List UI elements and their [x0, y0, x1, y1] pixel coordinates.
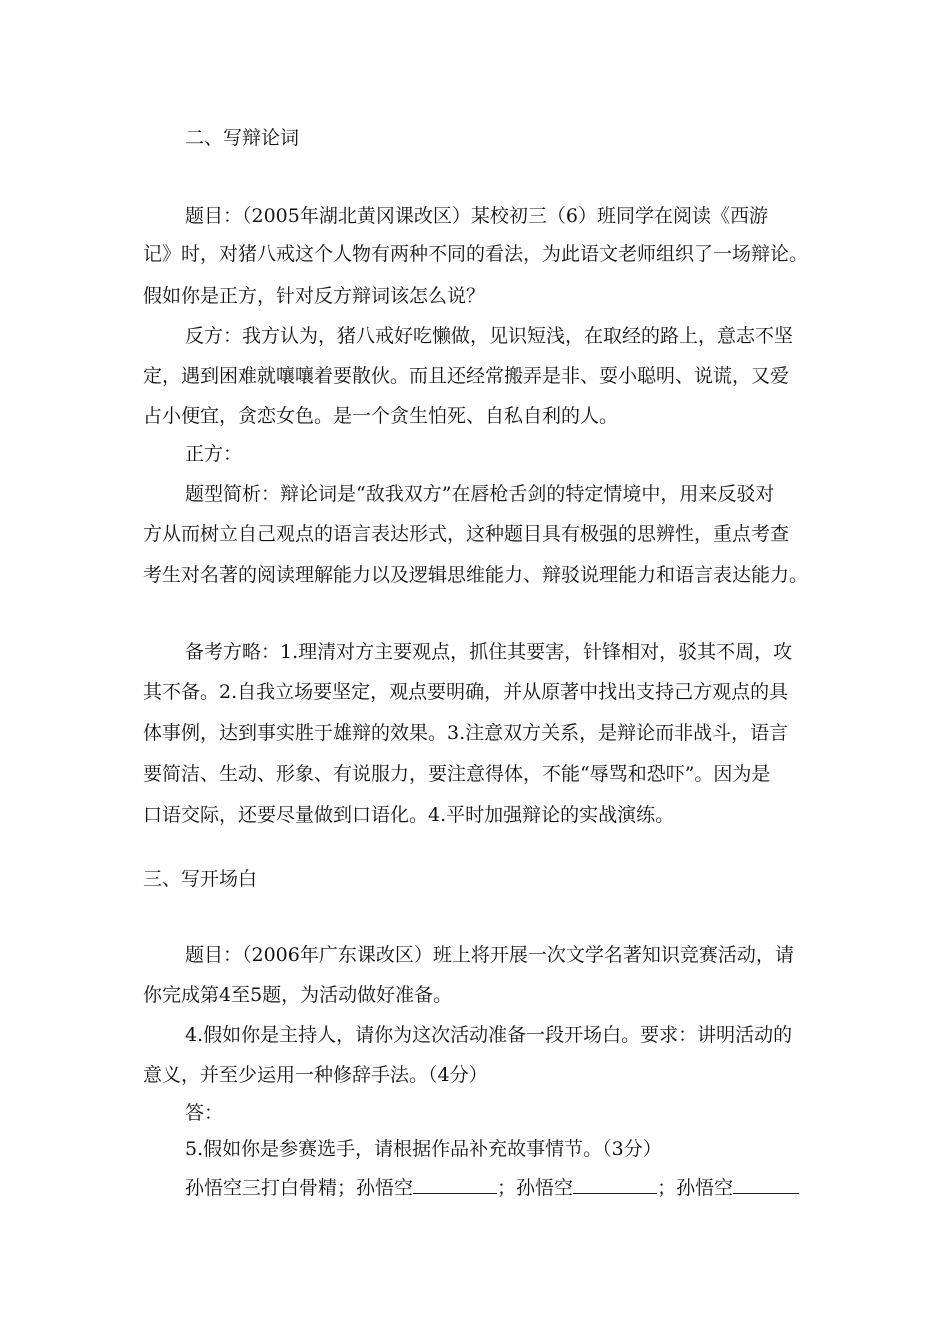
fill-separator-1: ； — [497, 1177, 517, 1199]
fill-given: 孙悟空三打白骨精； — [185, 1177, 357, 1199]
q4-line-2: 意义，并至少运用一种修辞手法。（4分） — [143, 1064, 488, 1086]
answer-label: 答： — [185, 1102, 224, 1124]
question-line-2: 记》时，对猪八戒这个人物有两种不同的看法，为此语文老师组织了一场辩论。 — [143, 243, 809, 265]
question3-line-2: 你完成第4至5题，为活动做好准备。 — [143, 984, 453, 1006]
fill-in-line — [185, 1175, 799, 1201]
fill-prefix-1: 孙悟空 — [356, 1177, 414, 1199]
opposing-line-1: 反方：我方认为，猪八戒好吃懒做，见识短浅，在取经的路上，意志不坚 — [185, 325, 794, 347]
strategy-line-3: 体事例，达到事实胜于雄辩的效果。3.注意双方关系，是辩论而非战斗，语言 — [143, 722, 789, 744]
strategy-line-5: 口语交际，还要尽量做到口语化。4.平时加强辩论的实战演练。 — [143, 804, 675, 826]
affirmative-label: 正方： — [185, 443, 243, 465]
opposing-line-3: 占小便宜，贪恋女色。是一个贪生怕死、自私自利的人。 — [143, 405, 619, 427]
strategy-line-2: 其不备。2.自我立场要坚定，观点要明确，并从原著中找出支持己方观点的具 — [143, 681, 789, 703]
question-line-1: 题目：（2005年湖北黄冈课改区）某校初三（6）班同学在阅读《西游 — [185, 205, 768, 227]
strategy-line-4: 要简洁、生动、形象、有说服力，要注意得体，不能“辱骂和恐吓”。因为是 — [143, 763, 771, 785]
analysis-line-2: 方从而树立自己观点的语言表达形式，这种题目具有极强的思辨性，重点考查 — [143, 523, 790, 545]
analysis-line-3: 考生对名著的阅读理解能力以及逻辑思维能力、辩驳说理能力和语言表达能力。 — [143, 564, 809, 586]
fill-blank-2[interactable] — [573, 1175, 657, 1194]
question-line-3: 假如你是正方，针对反方辩词该怎么说？ — [143, 285, 486, 307]
q5-line: 5.假如你是参赛选手，请根据作品补充故事情节。（3分） — [185, 1138, 662, 1160]
fill-prefix-2: 孙悟空 — [516, 1177, 574, 1199]
question3-line-1: 题目：（2006年广东课改区）班上将开展一次文学名著知识竞赛活动，请 — [185, 944, 794, 966]
strategy-line-1: 备考方略：1.理清对方主要观点，抓住其要害，针锋相对，驳其不周，攻 — [185, 641, 793, 663]
fill-blank-3[interactable] — [733, 1175, 799, 1194]
section-heading-opening: 三、写开场白 — [143, 868, 258, 890]
fill-blank-1[interactable] — [413, 1175, 497, 1194]
analysis-line-1: 题型简析：辩论词是“敌我双方”在唇枪舌剑的特定情境中，用来反驳对 — [185, 483, 775, 505]
q4-line-1: 4.假如你是主持人，请你为这次活动准备一段开场白。要求：讲明活动的 — [185, 1024, 793, 1046]
fill-prefix-3: 孙悟空 — [676, 1177, 734, 1199]
fill-separator-2: ； — [657, 1177, 677, 1199]
opposing-line-2: 定，遇到困难就嚷嚷着要散伙。而且还经常搬弄是非、耍小聪明、说谎，又爱 — [143, 365, 790, 387]
section-heading-debate: 二、写辩论词 — [185, 127, 300, 149]
